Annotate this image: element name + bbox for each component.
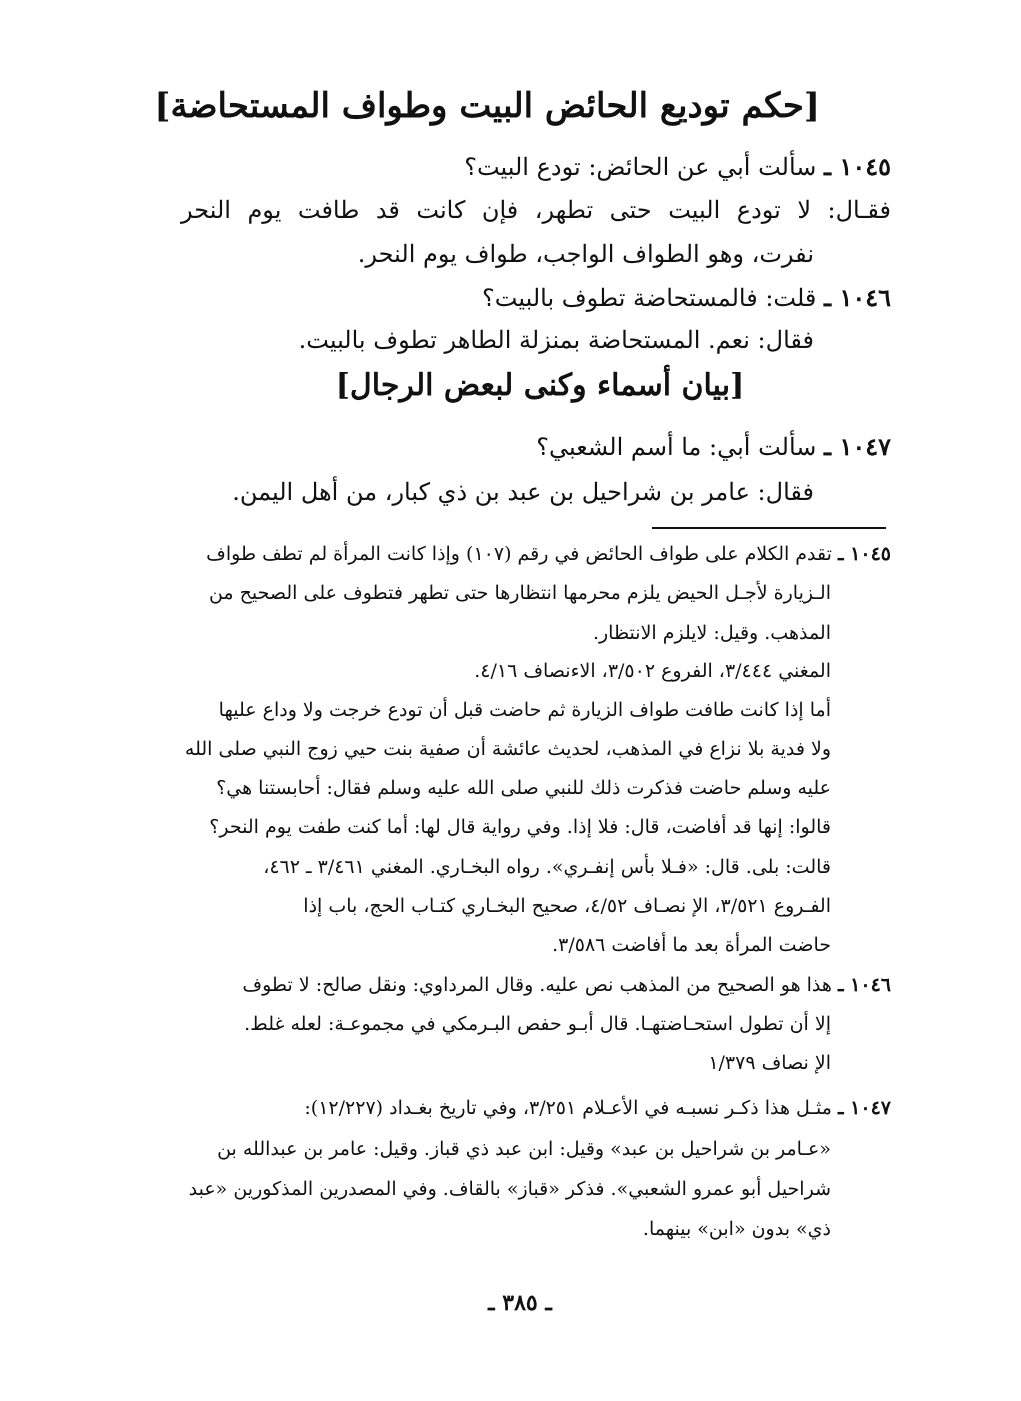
footnote-1047-line-4: ذي» بدون «ابن» بينهما.: [642, 1218, 831, 1240]
section-heading-1: [حكم توديع الحائض البيت وطواف المستحاضة]: [154, 86, 820, 126]
footnote-1045-line-2: الـزيارة لأجـل الحيض يلزم محرمها انتظارها حتى تطهر فتطوف على الصحيح من: [208, 582, 831, 604]
footnote-number: ١٠٤٧ ـ: [837, 1097, 891, 1119]
footnote-1047-line-2: «عـامر بن شراحيل بن عبد» وقيل: ابن عبد ذي قباز. وقيل: عامر بن عبدالله بن: [217, 1138, 831, 1160]
footnote-1046-line-3: الإ نصاف ١/٣٧٩: [708, 1052, 831, 1074]
footnote-1045-line-1: [181, 543, 891, 565]
entry-1047-question: [536, 432, 891, 461]
entry-1047-answer: فقال: عامر بن شراحيل بن عبد بن ذي كبار، من أهل اليمن.: [232, 478, 814, 506]
footnote-1045-line-8: قالوا: إنها قد أفاضت، قال: فلا إذا. وفي رواية قال لها: أما كنت طفت يوم النحر؟: [209, 816, 831, 838]
footnote-number: ١٠٤٦ ـ: [837, 974, 891, 996]
footnote-number: ١٠٤٥ ـ: [837, 543, 891, 565]
footnote-1047-line-1: [304, 1097, 891, 1119]
entry-1045-question: [464, 152, 891, 181]
page-number: ـ ٣٨٥ ـ: [488, 1290, 552, 1316]
entry-number: ١٠٤٧ ـ: [824, 432, 891, 461]
footnote-1045-line-4: المغني ٣/٤٤٤، الفروع ٣/٥٠٢، الاءنصاف ٤/١٦.: [474, 660, 831, 682]
entry-1045-answer-line-1: فقـال: لا تودع البيت حتى تطهر، فإن كانت قد طافت يوم النحر: [181, 196, 891, 224]
footnote-separator: [652, 527, 886, 529]
question-text: سألت أبي: ما أسم الشعبي؟: [536, 433, 817, 461]
footnote-1045-line-3: المذهب. وقيل: لايلزم الانتظار.: [592, 622, 831, 644]
entry-1045-answer-line-2: نفرت، وهو الطواف الواجب، طواف يوم النحر.: [357, 240, 814, 268]
footnote-text: مثـل هذا ذكـر نسبـه في الأعـلام ٣/٢٥١، وفي تاريخ بغـداد (١٢/٢٢٧):: [304, 1097, 832, 1119]
question-text: قلت: فالمستحاضة تطوف بالبيت؟: [482, 284, 817, 312]
footnote-text: تقدم الكلام على طواف الحائض في رقم (١٠٧) وإذا كانت المرأة لم تطف طواف: [206, 543, 832, 565]
footnote-1045-line-10: الفـروع ٣/٥٢١، الإ نصـاف ٤/٥٢، صحيح البخـاري كتـاب الحج، باب إذا: [303, 895, 831, 917]
footnote-1045-line-9: قالت: بلى. قال: «فـلا بأس إنفـري». رواه البخـاري. المغني ٣/٤٦١ ـ ٤٦٢،: [263, 856, 831, 878]
footnote-1045-line-7: عليه وسلم حاضت فذكرت ذلك للنبي صلى الله عليه وسلم فقال: أحابستنا هي؟: [216, 777, 831, 799]
footnote-1046-line-2: إلا أن تطول استحـاضتهـا. قال أبـو حفص البـرمكي في مجموعـة: لعله غلط.: [244, 1013, 831, 1035]
footnote-1047-line-3: شراحيل أبو عمرو الشعبي». فذكر «قباز» بالقاف. وفي المصدرين المذكورين «عبد: [188, 1178, 831, 1200]
section-heading-2: [بيان أسماء وكنى لبعض الرجال]: [335, 368, 745, 403]
entry-1046-question: [482, 283, 891, 312]
footnote-1045-line-6: ولا فدية بلا نزاع في المذهب، لحديث عائشة أن صفية بنت حيي زوج النبي صلى الله: [184, 738, 831, 760]
entry-number: ١٠٤٥ ـ: [824, 152, 891, 181]
footnote-1045-line-11: حاضت المرأة بعد ما أفاضت ٣/٥٨٦.: [552, 934, 831, 956]
footnote-text: هذا هو الصحيح من المذهب نص عليه. وقال المرداوي: ونقل صالح: لا تطوف: [242, 974, 832, 996]
footnote-1045-line-5: أما إذا كانت طافت طواف الزيارة ثم حاضت قبل أن تودع خرجت ولا وداع عليها: [218, 699, 831, 721]
entry-1046-answer: فقال: نعم. المستحاضة بمنزلة الطاهر تطوف بالبيت.: [298, 326, 814, 354]
entry-number: ١٠٤٦ ـ: [824, 283, 891, 312]
footnote-1046-line-1: [242, 974, 891, 996]
question-text: سألت أبي عن الحائض: تودع البيت؟: [464, 153, 817, 181]
